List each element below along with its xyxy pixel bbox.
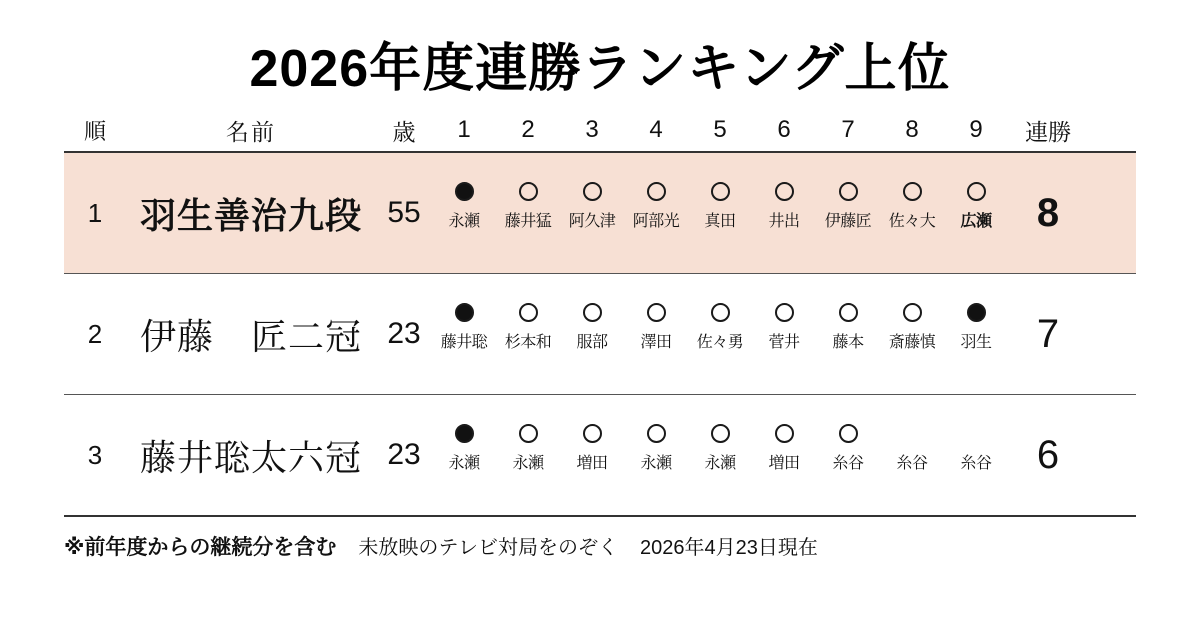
game-cell bbox=[816, 153, 880, 273]
footnote-note: ※前年度からの継続分を含む bbox=[64, 536, 337, 559]
win-open-circle-icon bbox=[839, 303, 858, 322]
page-title: 2026年度連勝ランキング上位 bbox=[249, 40, 951, 98]
row-age: 23 bbox=[387, 438, 421, 471]
win-open-circle-icon bbox=[647, 303, 666, 322]
opponent-name: 増田 bbox=[768, 454, 800, 472]
footnote-date: 2026年4月23日現在 bbox=[640, 537, 818, 559]
header-game-2: 2 bbox=[521, 116, 535, 143]
opponent-name: 糸谷 bbox=[960, 454, 992, 472]
row-rank: 2 bbox=[87, 318, 103, 349]
game-cell bbox=[624, 395, 688, 515]
row-rank: 3 bbox=[87, 439, 103, 470]
opponent-name: 井出 bbox=[768, 212, 800, 230]
game-cell bbox=[432, 395, 496, 515]
opponent-name: 澤田 bbox=[640, 333, 672, 351]
win-open-circle-icon bbox=[647, 182, 666, 201]
header-game-6: 6 bbox=[777, 116, 791, 143]
header-game-1: 1 bbox=[457, 116, 471, 143]
win-filled-circle-icon bbox=[455, 182, 474, 201]
no-mark-icon bbox=[903, 424, 922, 443]
opponent-name: 阿久津 bbox=[568, 212, 616, 230]
game-cell bbox=[816, 395, 880, 515]
win-open-circle-icon bbox=[647, 424, 666, 443]
game-cell bbox=[560, 153, 624, 273]
game-cell bbox=[880, 395, 944, 515]
game-cell bbox=[432, 153, 496, 273]
win-open-circle-icon bbox=[519, 303, 538, 322]
win-filled-circle-icon bbox=[455, 424, 474, 443]
game-cell bbox=[880, 274, 944, 394]
opponent-name: 広瀬 bbox=[960, 212, 992, 230]
opponent-name: 藤井聡 bbox=[440, 333, 488, 351]
win-open-circle-icon bbox=[775, 303, 794, 322]
win-open-circle-icon bbox=[775, 182, 794, 201]
header-game-3: 3 bbox=[585, 116, 599, 143]
game-cell bbox=[496, 395, 560, 515]
win-open-circle-icon bbox=[583, 303, 602, 322]
row-rank: 1 bbox=[87, 197, 103, 228]
game-cell bbox=[944, 274, 1008, 394]
opponent-name: 真田 bbox=[704, 212, 736, 230]
row-age: 23 bbox=[387, 317, 421, 350]
game-cell bbox=[752, 395, 816, 515]
footnote-exclusion: 未放映のテレビ対局をのぞく bbox=[358, 537, 619, 559]
game-cell bbox=[432, 274, 496, 394]
game-cell bbox=[688, 274, 752, 394]
win-open-circle-icon bbox=[583, 424, 602, 443]
ranking-table bbox=[64, 109, 1136, 517]
opponent-name: 永瀬 bbox=[448, 454, 480, 472]
game-cell bbox=[752, 153, 816, 273]
game-cell bbox=[752, 274, 816, 394]
game-cell bbox=[944, 395, 1008, 515]
opponent-name: 斎藤慎 bbox=[888, 333, 936, 351]
table-row bbox=[64, 153, 1136, 273]
game-cell bbox=[560, 274, 624, 394]
game-cell bbox=[496, 274, 560, 394]
win-open-circle-icon bbox=[839, 424, 858, 443]
header-game-8: 8 bbox=[905, 116, 919, 143]
table-header-row bbox=[64, 109, 1136, 151]
game-cell bbox=[816, 274, 880, 394]
header-name: 名前 bbox=[226, 118, 276, 145]
win-open-circle-icon bbox=[519, 424, 538, 443]
row-player-name: 伊藤 匠二冠 bbox=[139, 315, 362, 357]
win-open-circle-icon bbox=[775, 424, 794, 443]
opponent-name: 佐々大 bbox=[888, 212, 936, 230]
footnote bbox=[64, 517, 1136, 561]
row-streak: 6 bbox=[1036, 432, 1060, 477]
win-open-circle-icon bbox=[711, 182, 730, 201]
row-streak: 8 bbox=[1036, 190, 1060, 235]
opponent-name: 永瀬 bbox=[448, 212, 480, 230]
table-row bbox=[64, 274, 1136, 394]
divider-bottom bbox=[64, 515, 1136, 517]
game-cell bbox=[624, 274, 688, 394]
row-player-name: 羽生善治九段 bbox=[139, 194, 362, 236]
header-rank: 順 bbox=[83, 118, 106, 144]
win-open-circle-icon bbox=[903, 303, 922, 322]
game-cell bbox=[560, 395, 624, 515]
no-mark-icon bbox=[967, 424, 986, 443]
win-open-circle-icon bbox=[967, 182, 986, 201]
opponent-name: 藤本 bbox=[832, 333, 864, 351]
opponent-name: 佐々勇 bbox=[696, 333, 744, 351]
opponent-name: 糸谷 bbox=[896, 454, 928, 472]
win-open-circle-icon bbox=[711, 303, 730, 322]
game-cell bbox=[624, 153, 688, 273]
game-cell bbox=[688, 153, 752, 273]
win-open-circle-icon bbox=[583, 182, 602, 201]
win-filled-circle-icon bbox=[455, 303, 474, 322]
header-game-5: 5 bbox=[713, 116, 727, 143]
game-cell bbox=[688, 395, 752, 515]
opponent-name: 糸谷 bbox=[832, 454, 864, 472]
header-game-7: 7 bbox=[841, 116, 855, 143]
win-open-circle-icon bbox=[519, 182, 538, 201]
row-streak: 7 bbox=[1036, 311, 1060, 356]
win-open-circle-icon bbox=[711, 424, 730, 443]
opponent-name: 伊藤匠 bbox=[824, 212, 872, 230]
table-row bbox=[64, 395, 1136, 515]
game-cell bbox=[944, 153, 1008, 273]
opponent-name: 永瀬 bbox=[512, 454, 544, 472]
opponent-name: 永瀬 bbox=[640, 454, 672, 472]
win-filled-circle-icon bbox=[967, 303, 986, 322]
win-open-circle-icon bbox=[839, 182, 858, 201]
header-streak: 連勝 bbox=[1025, 118, 1071, 145]
opponent-name: 藤井猛 bbox=[504, 212, 552, 230]
opponent-name: 服部 bbox=[576, 333, 608, 351]
opponent-name: 菅井 bbox=[768, 333, 800, 351]
game-cell bbox=[880, 153, 944, 273]
opponent-name: 増田 bbox=[576, 454, 608, 472]
opponent-name: 阿部光 bbox=[632, 212, 680, 230]
win-open-circle-icon bbox=[903, 182, 922, 201]
opponent-name: 羽生 bbox=[960, 333, 992, 351]
row-player-name: 藤井聡太六冠 bbox=[139, 436, 362, 478]
opponent-name: 杉本和 bbox=[504, 333, 552, 351]
header-age: 歳 bbox=[392, 118, 416, 145]
row-age: 55 bbox=[387, 196, 421, 229]
game-cell bbox=[496, 153, 560, 273]
opponent-name: 永瀬 bbox=[704, 454, 736, 472]
header-game-4: 4 bbox=[649, 116, 663, 143]
header-game-9: 9 bbox=[969, 116, 983, 143]
